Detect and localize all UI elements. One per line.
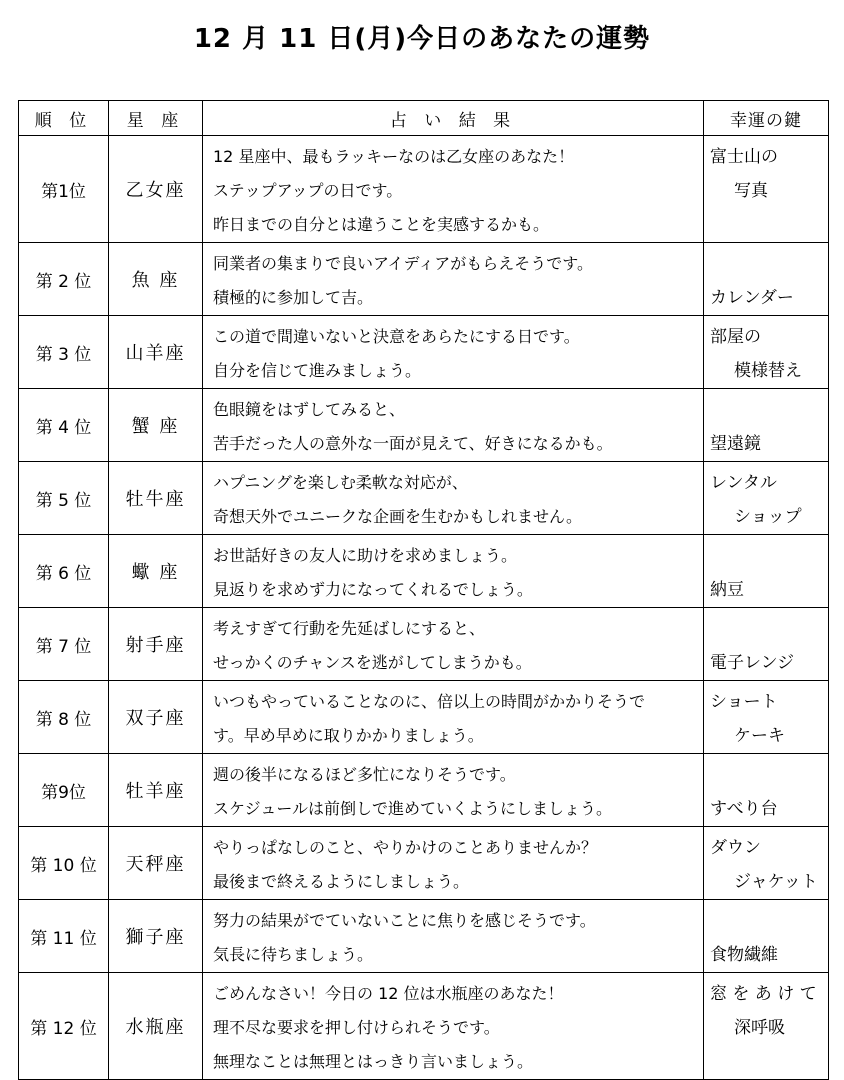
table-row [19, 900, 829, 973]
table-row [19, 136, 829, 243]
lucky-key-line: 深呼吸 [734, 1018, 785, 1038]
lucky-key-line: すべり台 [710, 799, 778, 819]
result-line: せっかくのチャンスを逃がしてしまうかも。 [213, 653, 532, 672]
lucky-key-line: 望遠鏡 [710, 434, 761, 454]
table-row [19, 827, 829, 900]
result-line: 見返りを求めず力になってくれるでしょう。 [213, 580, 533, 599]
rank-cell: 第 11 位 [19, 900, 109, 973]
table-row [19, 316, 829, 389]
header-result: 占 い 結 果 [203, 101, 704, 136]
result-line: 無理なことは無理とはっきり言いましょう。 [213, 1052, 534, 1071]
header-sign: 星 座 [109, 101, 203, 136]
result-cell [203, 136, 704, 243]
lucky-key-line: ダウン [710, 838, 761, 858]
lucky-key-cell [704, 243, 829, 316]
result-line: 努力の結果がでていないことに焦りを感じそうです。 [213, 911, 596, 930]
lucky-key-cell [704, 827, 829, 900]
lucky-key-line: レンタル [710, 473, 777, 493]
lucky-key-line: ショップ [734, 507, 802, 527]
lucky-key-cell [704, 608, 829, 681]
result-line: 自分を信じて進みましょう。 [213, 361, 422, 380]
fortune-table [18, 100, 829, 1080]
sign-cell: 牡羊座 [109, 754, 203, 827]
result-line: 気長に待ちましょう。 [213, 945, 374, 964]
table-row [19, 243, 829, 316]
header-key: 幸運の鍵 [704, 101, 829, 136]
rank-cell: 第 5 位 [19, 462, 109, 535]
result-line: 奇想天外でユニークな企画を生むかもしれません。 [213, 507, 582, 526]
result-line: お世話好きの友人に助けを求めましょう。 [213, 546, 518, 565]
sign-cell: 山羊座 [109, 316, 203, 389]
table-header-row [19, 101, 829, 136]
result-line: ハプニングを楽しむ柔軟な対応が、 [213, 473, 468, 492]
lucky-key-cell [704, 754, 829, 827]
result-line: ごめんなさい！今日の 12 位は水瓶座のあなた！ [213, 984, 564, 1003]
sign-cell: 双子座 [109, 681, 203, 754]
rank-cell: 第 4 位 [19, 389, 109, 462]
result-cell [203, 900, 704, 973]
header-rank: 順 位 [19, 101, 109, 136]
table-row [19, 608, 829, 681]
table-row [19, 389, 829, 462]
result-line: いつもやっていることなのに、倍以上の時間がかかりそうで [213, 692, 646, 711]
result-line: やりっぱなしのこと、やりかけのことありませんか？ [213, 838, 598, 857]
result-line: 最後まで終えるようにしましょう。 [213, 872, 470, 891]
lucky-key-cell [704, 389, 829, 462]
lucky-key-cell [704, 136, 829, 243]
sign-cell: 蟹 座 [109, 389, 203, 462]
table-row [19, 973, 829, 1080]
lucky-key-line: 納豆 [710, 580, 744, 600]
result-cell [203, 608, 704, 681]
result-line: 昨日までの自分とは違うことを実感するかも。 [213, 215, 550, 234]
lucky-key-cell [704, 681, 829, 754]
result-cell [203, 243, 704, 316]
result-cell [203, 462, 704, 535]
rank-cell: 第 7 位 [19, 608, 109, 681]
lucky-key-cell [704, 535, 829, 608]
result-cell [203, 389, 704, 462]
result-line: 同業者の集まりで良いアイディアがもらえそうです。 [213, 254, 594, 273]
sign-cell: 水瓶座 [109, 973, 203, 1080]
result-line: 積極的に参加して吉。 [213, 288, 374, 307]
result-line: 12 星座中、最もラッキーなのは乙女座のあなた！ [213, 147, 575, 166]
lucky-key-cell [704, 900, 829, 973]
result-line: 週の後半になるほど多忙になりそうです。 [213, 765, 516, 784]
rank-cell: 第9位 [19, 754, 109, 827]
lucky-key-line: ケーキ [734, 726, 785, 746]
sign-cell: 獅子座 [109, 900, 203, 973]
table-row [19, 535, 829, 608]
rank-cell: 第 8 位 [19, 681, 109, 754]
lucky-key-line [710, 539, 828, 573]
rank-cell: 第 10 位 [19, 827, 109, 900]
result-line: 考えすぎて行動を先延ばしにすると、 [213, 619, 486, 638]
rank-cell: 第 12 位 [19, 973, 109, 1080]
result-line: 苦手だった人の意外な一面が見えて、好きになるかも。 [213, 434, 613, 453]
rank-cell: 第 6 位 [19, 535, 109, 608]
table-row [19, 754, 829, 827]
sign-cell: 牡牛座 [109, 462, 203, 535]
result-cell [203, 754, 704, 827]
lucky-key-line: 部屋の [710, 327, 761, 347]
page-title: 12 月 11 日(月)今日のあなたの運勢 [193, 24, 651, 54]
lucky-key-line: 電子レンジ [710, 653, 795, 673]
lucky-key-cell [704, 316, 829, 389]
result-line: ステップアップの日です。 [213, 181, 403, 200]
lucky-key-line [710, 393, 828, 427]
sign-cell: 魚 座 [109, 243, 203, 316]
table-row [19, 462, 829, 535]
sign-cell: 蠍 座 [109, 535, 203, 608]
sign-cell: 乙女座 [109, 136, 203, 243]
rank-cell: 第 3 位 [19, 316, 109, 389]
result-line: 色眼鏡をはずしてみると、 [213, 400, 406, 419]
sign-cell: 天秤座 [109, 827, 203, 900]
table-row [19, 681, 829, 754]
lucky-key-line: 窓 を あ け て [710, 984, 817, 1004]
result-line: スケジュールは前倒しで進めていくようにしましょう。 [213, 799, 613, 818]
lucky-key-line [710, 247, 828, 281]
lucky-key-cell [704, 973, 829, 1080]
lucky-key-line: 富士山の [710, 147, 778, 167]
rank-cell: 第 2 位 [19, 243, 109, 316]
rank-cell: 第1位 [19, 136, 109, 243]
lucky-key-line [710, 758, 828, 792]
lucky-key-line: 写真 [734, 181, 768, 201]
result-cell [203, 535, 704, 608]
result-line: 理不尽な要求を押し付けられそうです。 [213, 1018, 500, 1037]
result-cell [203, 827, 704, 900]
result-cell [203, 973, 704, 1080]
sign-cell: 射手座 [109, 608, 203, 681]
lucky-key-line [710, 904, 828, 938]
result-cell [203, 681, 704, 754]
result-line: す。早め早めに取りかかりましょう。 [213, 726, 484, 745]
lucky-key-line: ジャケット [734, 872, 818, 892]
result-line: この道で間違いないと決意をあらたにする日です。 [213, 327, 580, 346]
lucky-key-cell [704, 462, 829, 535]
lucky-key-line: カレンダー [710, 288, 794, 308]
lucky-key-line: 食物繊維 [710, 945, 778, 965]
lucky-key-line [710, 612, 828, 646]
lucky-key-line: ショート [710, 692, 778, 712]
result-cell [203, 316, 704, 389]
lucky-key-line: 模様替え [734, 361, 802, 381]
